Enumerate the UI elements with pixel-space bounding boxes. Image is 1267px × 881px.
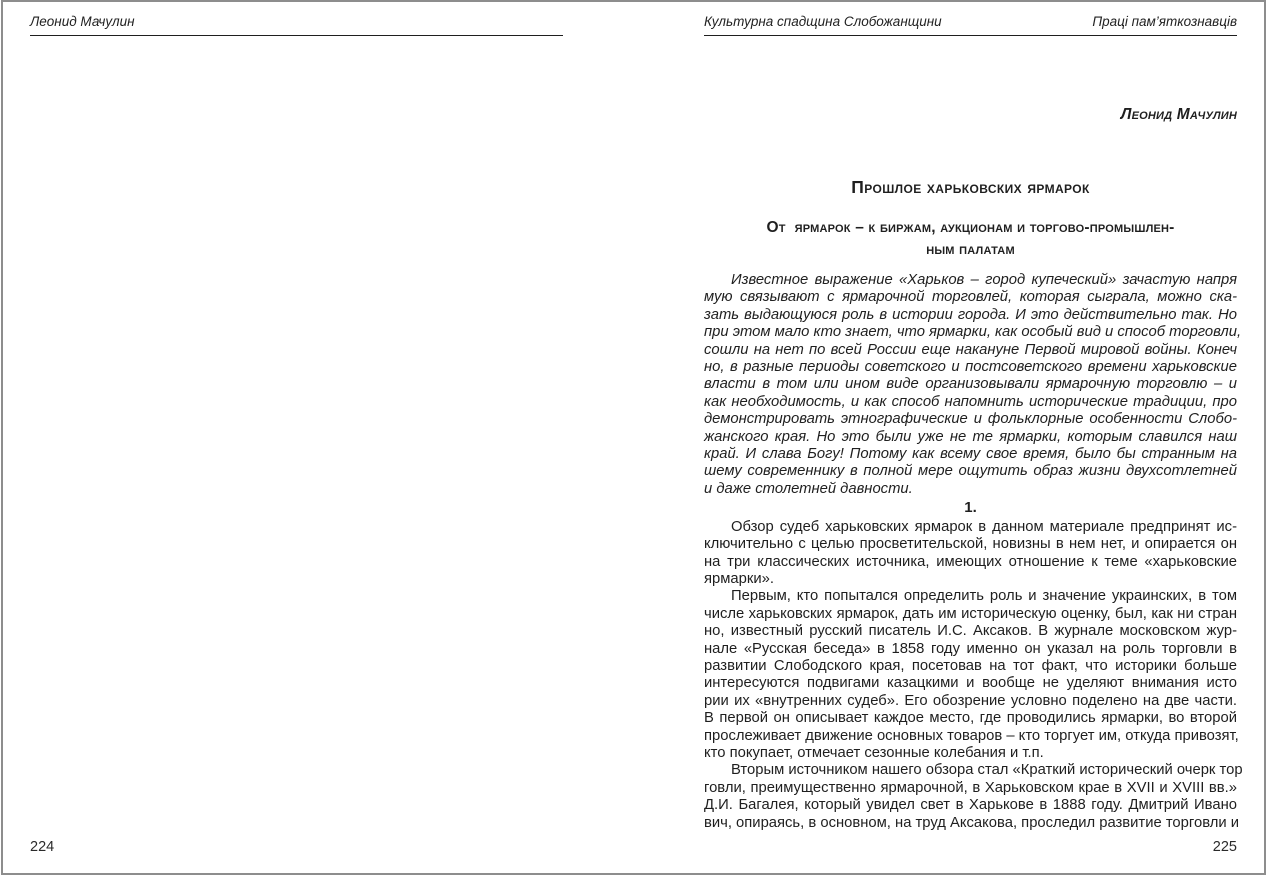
- right-page-number: 225: [1212, 839, 1237, 855]
- text-line: но, известный русский писатель И.С. Аксаков. В журнале московском жур-: [704, 623, 1237, 640]
- text-line: кто покупает, отмечает сезонные колебания и т.п.: [704, 744, 1044, 761]
- text-line: Обзор судеб харьковских ярмарок в данном материале предпринят ис-: [731, 518, 1237, 535]
- paragraph: [704, 272, 1242, 498]
- text-line: мую связывают с ярмарочной торговлей, которая сыграла, можно ска-: [704, 289, 1237, 306]
- running-head-section: Праці пам’яткознавців: [1092, 14, 1237, 29]
- text-line: ярмарки».: [704, 570, 774, 587]
- right-page-column: [704, 36, 1243, 832]
- text-line: край. И слава Богу! Потому как всему свое время, было бы странным на: [704, 446, 1237, 463]
- body-paragraphs: [704, 272, 1243, 832]
- article-title: Прошлое харьковских ярмарок: [851, 177, 1090, 197]
- text-line: Д.И. Багалея, который увидел свет в Харькове в 1888 году. Дмитрий Ивано: [704, 797, 1237, 814]
- text-line: власти в том или ином виде организовывали ярмарочную торговлю – и: [704, 376, 1237, 393]
- text-line: демонстрировать этнографические и фольклорные особенности Слобо-: [704, 411, 1237, 428]
- left-header-rule: [30, 35, 563, 36]
- text-line: нале «Русская беседа» в 1858 году именно он указал на роль торговли в: [704, 640, 1237, 657]
- text-line: В первой он описывает каждое место, где проводились ярмарки, во второй: [704, 710, 1237, 727]
- running-head-series: Культурна спадщина Слобожанщини: [704, 14, 942, 29]
- text-line: при этом мало кто знает, что ярмарки, как особый вид и способ торговли,: [704, 324, 1242, 341]
- text-line: рии их «внутренних судеб». Его обозрение условно поделено на две части.: [704, 692, 1237, 709]
- text-line: и даже столетней давности.: [704, 480, 913, 497]
- running-head-author: Леонид Мачулин: [30, 14, 135, 29]
- author-byline: Леонид Мачулин: [1120, 106, 1237, 123]
- text-line: прослеживает движение основных товаров – кто торгует им, откуда привозят,: [704, 727, 1239, 744]
- text-line: Известное выражение «Харьков – город купеческий» зачастую напря: [731, 272, 1237, 288]
- text-line: Первым, кто попытался определить роль и значение украинских, в том: [731, 588, 1237, 605]
- left-page-number: 224: [30, 839, 55, 855]
- left-page-running-head: [30, 14, 563, 30]
- subtitle-line: ным палатам: [926, 240, 1015, 258]
- text-line: вич, опираясь, в основном, на труд Аксакова, проследил развитие торговли и: [704, 814, 1239, 831]
- section-number: 1.: [964, 499, 977, 517]
- text-line: зать выдающуюся роль в истории города. И это действительно так. Но: [704, 306, 1237, 323]
- text-line: жанского края. Но это были уже не те ярмарки, которым славился наш: [704, 428, 1237, 445]
- paragraph: [704, 762, 1243, 832]
- text-line: числе харьковских ярмарок, дать им историческую оценку, был, как ни стран: [704, 605, 1237, 622]
- text-line: Вторым источником нашего обзора стал «Краткий исторический очерк тор: [731, 762, 1243, 779]
- text-line: говли, преимущественно ярмарочной, в Харьковском крае в XVII и XVIII вв.»: [704, 779, 1237, 796]
- text-line: интересуются подвигами казацкими и вообще не уделяют внимания исто: [704, 675, 1237, 692]
- paragraph: [704, 588, 1237, 762]
- text-line: как необходимость, и как способ напомнить исторические традиции, про: [704, 393, 1237, 410]
- subtitle-line: От ярмарок – к биржам, аукционам и торгово-промышлен-: [766, 219, 1175, 236]
- paragraph: [704, 519, 1237, 589]
- text-line: на три классических источника, имеющих отношение к теме «харьковские: [704, 553, 1237, 570]
- right-page-running-head: [704, 14, 1237, 30]
- article-subtitle: [704, 217, 1237, 260]
- text-line: но, в разные периоды советского и постсоветского времени харьковские: [704, 359, 1237, 376]
- text-line: развитии Слободского края, посетовав на тот факт, что историки больше: [704, 657, 1237, 674]
- text-line: шему современнику в полной мере ощутить образ жизни двухсотлетней: [704, 463, 1237, 480]
- text-line: ключительно с целью просветительской, новизны в нем нет, и опирается он: [704, 536, 1237, 553]
- text-line: сошли на нет по всей России еще накануне Первой мировой войны. Конеч: [704, 341, 1237, 358]
